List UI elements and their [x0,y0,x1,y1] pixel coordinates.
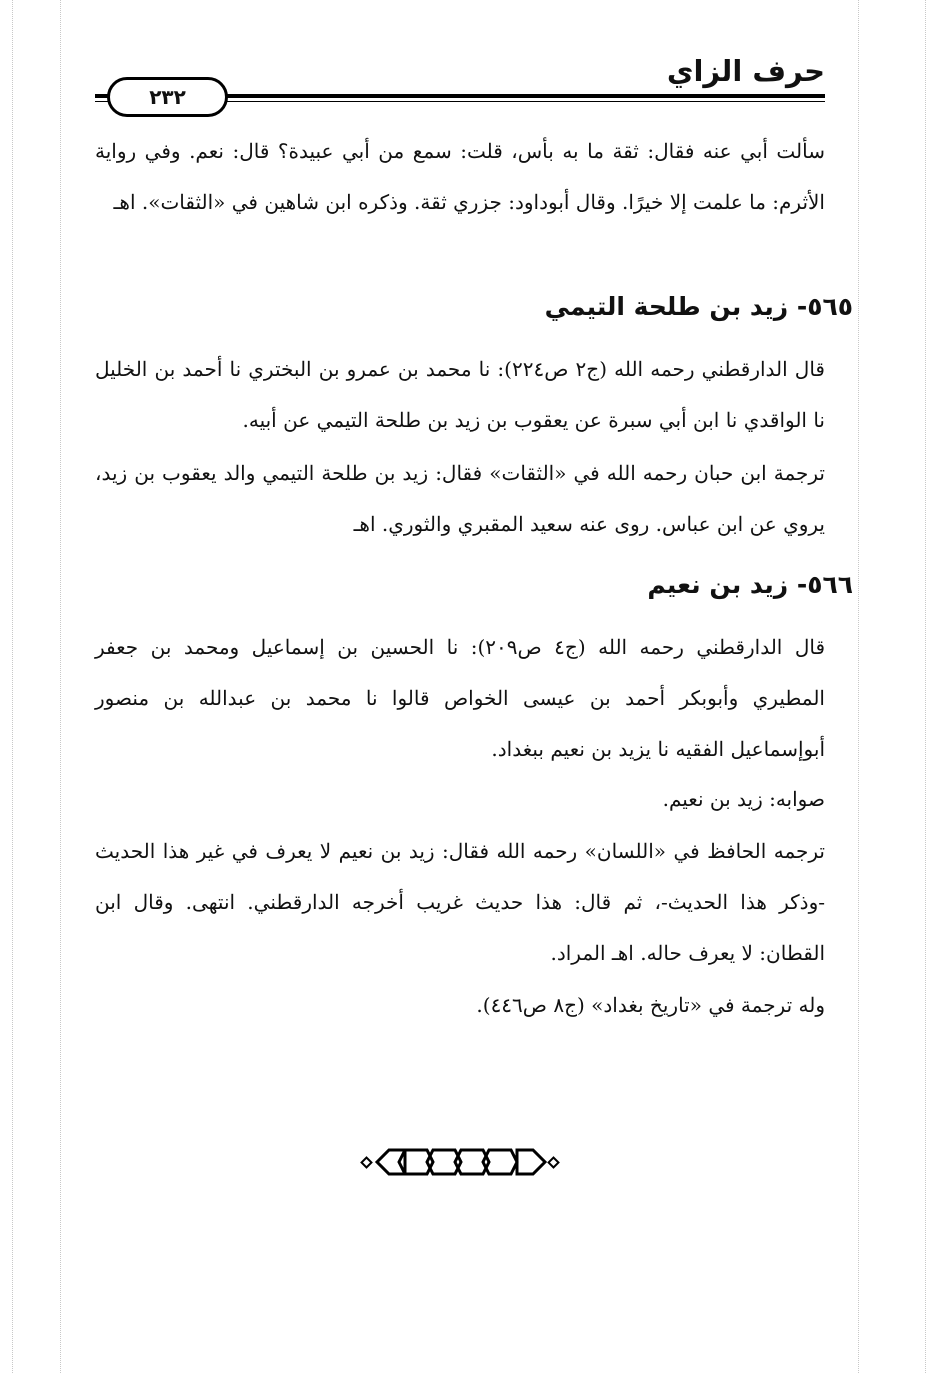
intro-paragraph: سألت أبي عنه فقال: ثقة ما به بأس، قلت: سمع من أبي عبيدة؟ قال: نعم. وفي رواية الأثرم: ما علمت إلا خيرًا. وقال أبوداود: جزري ثقة. وذكره ابن شاهين في «الثقات». اهـ [95,139,825,214]
scan-guide-line [925,0,926,1373]
page-number: ٢٣٢ [149,85,186,109]
page-header [95,50,825,109]
entry-heading-565: ٥٦٥- زيد بن طلحة التيمي [544,292,853,321]
entry-565-paragraph-1: قال الدارقطني رحمه الله (ج٢ ص٢٢٤): نا محمد بن عمرو بن البختري نا أحمد بن الخليل نا الواقدي نا ابن أبي سبرة عن يعقوب بن زيد بن طلحة التيمي عن أبيه. [95,357,825,432]
entry-565-paragraph-2: ترجمة ابن حبان رحمه الله في «الثقات» فقال: زيد بن طلحة التيمي والد يعقوب بن زيد، يروي عن ابن عباس. روى عنه سعيد المقبري والثوري. اهـ [95,461,825,536]
entry-566-paragraph-2: صوابه: زيد بن نعيم. [662,787,825,811]
entry-566-paragraph-1: قال الدارقطني رحمه الله (ج٤ ص٢٠٩): نا الحسين بن إسماعيل ومحمد بن جعفر المطيري وأبوبكر أحمد بن عيسى الخواص قالوا نا محمد بن عبدالله بن منصور أبوإسماعيل الفقيه نا يزيد بن نعيم ببغداد. [95,635,826,761]
chain-ornament-icon [355,1146,565,1178]
scan-guide-line [858,0,859,1373]
entry-566-paragraph-4: وله ترجمة في «تاريخ بغداد» (ج٨ ص٤٤٦). [476,993,825,1017]
scan-guide-line [60,0,61,1373]
page-number-frame [107,77,228,117]
entry-566-paragraph-3: ترجمه الحافظ في «اللسان» رحمه الله فقال: زيد بن نعيم لا يعرف في غير هذا الحديث -وذكر هذا الحديث-، ثم قال: هذا حديث غريب أخرجه الدارقطني. انتهى. وقال ابن القطان: لا يعرف حاله. اهـ المراد. [95,839,825,965]
entry-heading-566: ٥٦٦- زيد بن نعيم [647,570,853,599]
running-title: حرف الزاي [666,54,825,88]
scan-guide-line [12,0,13,1373]
